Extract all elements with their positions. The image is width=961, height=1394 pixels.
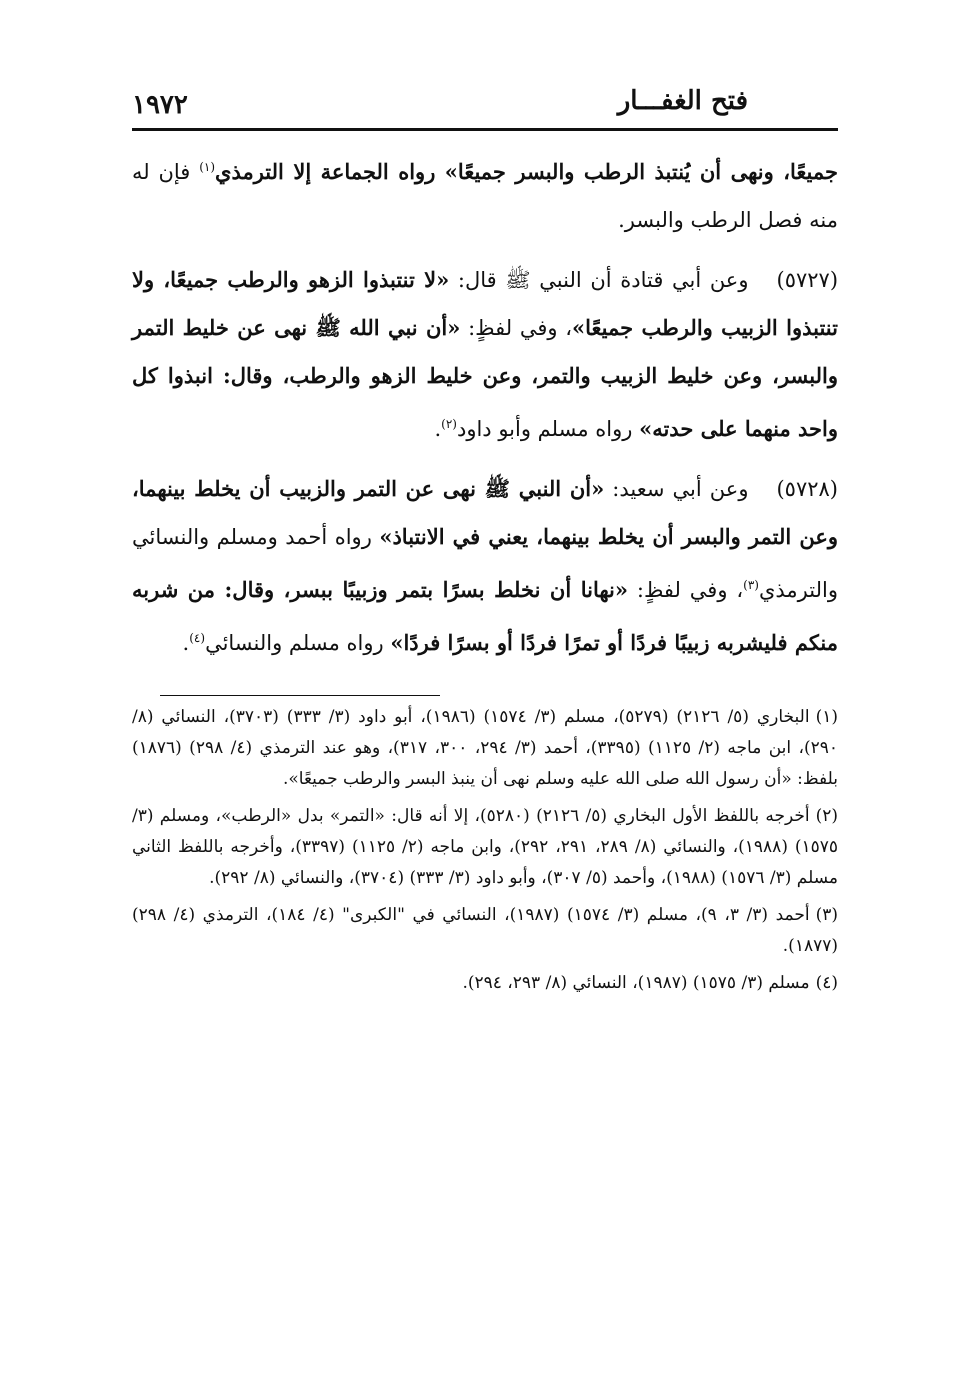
hadith-5727	[132, 256, 838, 453]
quote-text: «أن النبي ﷺ نهى عن التمر والزبيب أن يخلط بينهما، وعن التمر والبسر أن يخلط بينهما، يعني في الانتباذ»	[132, 476, 838, 549]
hadith-number: (٥٧٢٧)	[776, 268, 839, 292]
footnote-text: أحمد (٣/ ٣، ٩)، مسلم (٣/ ١٥٧٤) (١٩٨٧)، النسائي في "الكبرى" (٤/ ١٨٤)، الترمذي (٤/ ٢٩٨) (١٨٧٧).	[132, 905, 838, 956]
text-run: فإن له منه فصل الرطب والبسر.	[132, 160, 838, 232]
book-page	[132, 78, 838, 999]
footnote-separator	[160, 695, 440, 696]
quote-text: «أن نبي الله ﷺ نهى عن خليط التمر والبسر، وعن خليط الزبيب والتمر، وعن خليط الزهو والرطب، وقال: انبذوا كل واحد منهما على حدته»	[132, 315, 838, 441]
footnote-1	[132, 702, 838, 795]
hadith-5728	[132, 465, 838, 667]
text-run: رواه مسلم والنسائي	[205, 631, 391, 655]
footnote-ref: (٢)	[441, 417, 457, 431]
footnote-ref: (٣)	[743, 578, 759, 592]
text-run: .	[434, 417, 442, 441]
text-run: رواه مسلم وأبو داود	[456, 417, 640, 441]
footnote-number: (٤)	[815, 973, 838, 993]
footnote-3	[132, 900, 838, 962]
footnote-number: (٣)	[815, 905, 839, 925]
text-run: وعن أبي سعيد:	[604, 477, 749, 501]
text-run: ، وفي لفظٍ:	[460, 316, 573, 340]
footnote-ref: (٤)	[189, 631, 206, 645]
quote-text: «نهانا أن نخلط بسرًا بتمر وزبيبًا ببسر، وقال: من شربه منكم فليشربه زبيبًا فردًا أو تمرًا فردًا أو بسرًا فردًا»	[132, 577, 838, 655]
paragraph-continuation	[132, 143, 838, 244]
footnote-4	[132, 968, 838, 999]
text-run: جميعًا، ونهى أن يُنتبذ الرطب والبسر جميعًا» رواه الجماعة إلا الترمذي	[215, 159, 838, 184]
hadith-number: (٥٧٢٨)	[776, 477, 838, 501]
text-run: ، وفي لفظٍ:	[628, 578, 744, 602]
footnote-text: مسلم (٣/ ١٥٧٥) (١٩٨٧)، النسائي (٨/ ٢٩٣، ٢٩٤).	[462, 973, 810, 993]
footnote-text: البخاري (٥/ ٢١٢٦) (٥٢٧٩)، مسلم (٣/ ١٥٧٤) (١٩٨٦)، أبو داود (٣/ ٣٣٣) (٣٧٠٣)، النسائي (٨/ ٢٩٠)، ابن ماجه (٢/ ١١٢٥) (٣٣٩٥)، أحمد (٣/ ٢٩٤، ٣٠٠، ٣١٧)، وهو عند الترمذي (٤/ ٢٩٨) (١٨٧٦) بلفظ: «أن رسول الله صلى الله عليه وسلم نهى أن ينبذ البسر والرطب جميعًا».	[132, 707, 839, 789]
text-run: وعن أبي قتادة أن النبي ﷺ قال:	[449, 268, 749, 292]
page-header	[132, 78, 838, 131]
page-number: ١٩٧٢	[132, 90, 188, 120]
footnote-number: (١)	[815, 707, 838, 727]
footnote-text: أخرجه باللفظ الأول البخاري (٥/ ٢١٢٦) (٥٢٨٠)، إلا أنه قال: «التمر» بدل «الرطب»، ومسلم (٣/ ١٥٧٥) (١٩٨٨)، والنسائي (٨/ ٢٨٩، ٢٩١، ٢٩٢)، وابن ماجه (٢/ ١١٢٥) (٣٣٩٧)، وأخرجه باللفظ الثاني مسلم (٣/ ١٥٧٦) (١٩٨٨)، وأحمد (٥/ ٣٠٧)، وأبو داود (٣/ ٣٣٣) (٣٧٠٤)، والنسائي (٨/ ٢٩٢).	[132, 806, 839, 888]
footnotes	[132, 702, 838, 999]
quote-text: «لا تنتبذوا الزهو والرطب جميعًا، ولا تنتبذوا الزبيب والرطب جميعًا»	[132, 267, 838, 340]
text-run: رواه أحمد ومسلم والنسائي والترمذي	[132, 525, 838, 602]
text-run: .	[182, 631, 190, 655]
book-title: فتح الغفـــار	[617, 86, 748, 116]
main-text	[132, 143, 838, 667]
footnote-ref: (١)	[199, 160, 216, 174]
footnote-2	[132, 801, 838, 894]
footnote-number: (٢)	[815, 806, 839, 826]
